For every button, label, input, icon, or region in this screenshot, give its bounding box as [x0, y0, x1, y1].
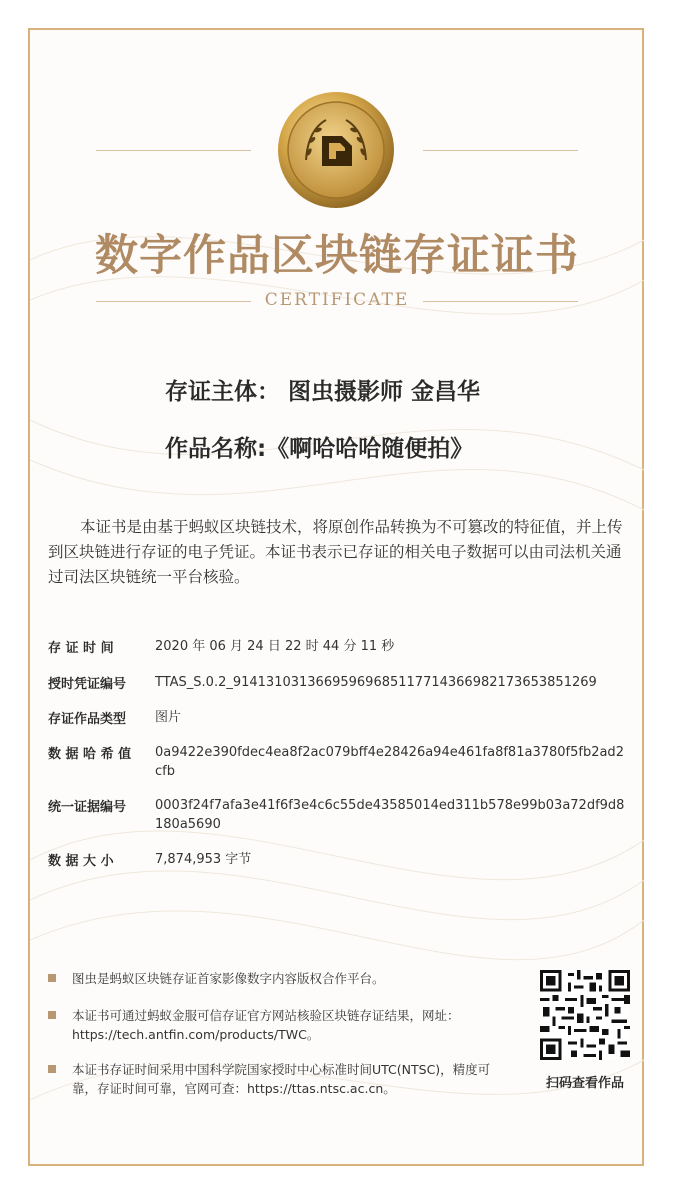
top-rule-right [423, 150, 578, 151]
note-text: 图虫是蚂蚁区块链存证首家影像数字内容版权合作平台。 [72, 971, 385, 986]
square-bullet-icon [48, 1011, 56, 1019]
holder-line [165, 373, 480, 406]
detail-value: 0a9422e390fdec4ea8f2ac079bff4e28426a94e461fa8f81a3780f5fb2ad2cfb [155, 745, 624, 779]
square-bullet-icon [48, 974, 56, 982]
detail-value: 0003f24f7afa3e41f6f3e4c6c55de43585014ed311b578e99b03a72df9d8180a5690 [155, 798, 625, 832]
work-name-value: 《啊哈哈哈随便拍》 [266, 436, 474, 462]
holder-label: 存证主体： [165, 379, 280, 405]
detail-label: 存 证 时 间 [48, 641, 114, 656]
detail-label: 存证作品类型 [48, 712, 127, 727]
detail-label: 数 据 大 小 [48, 854, 114, 869]
detail-value: 图片 [155, 710, 182, 725]
work-name-line [165, 430, 473, 463]
detail-label: 统一证据编号 [48, 800, 127, 815]
note-item [48, 969, 508, 988]
gold-seal-logo-icon [276, 90, 396, 210]
note-item [48, 1060, 508, 1098]
work-name-label: 作品名称: [165, 436, 267, 462]
detail-label: 授时凭证编号 [48, 677, 127, 692]
certificate-description: 本证书是由基于蚂蚁区块链技术，将原创作品转换为不可篡改的特征值，并上传到区块链进行存证的电子凭证。本证书表示已存证的相关电子数据可以由司法机关通过司法区块链统一平台核验。 [48, 518, 623, 586]
note-text: 本证书可通过蚂蚁金服可信存证官方网站核验区块链存证结果，网址：https://tech.antfin.com/products/TWC。 [72, 1008, 460, 1042]
square-bullet-icon [48, 1065, 56, 1073]
certificate-title: 数字作品区块链存证证书 [95, 231, 579, 281]
detail-value: 2020 年 06 月 24 日 22 时 44 分 11 秒 [155, 639, 395, 654]
certificate-subtitle: CERTIFICATE [264, 290, 410, 310]
detail-label: 数 据 哈 希 值 [48, 747, 132, 762]
top-rule-left [96, 150, 251, 151]
qr-code-icon[interactable] [540, 970, 630, 1060]
qr-caption: 扫码查看作品 [545, 1076, 624, 1091]
holder-value: 图虫摄影师 金昌华 [288, 379, 481, 405]
note-item [48, 1006, 508, 1044]
detail-value: TTAS_S.0.2_914131031366959696851177143669821736538512​69 [155, 675, 597, 690]
note-text: 本证书存证时间采用中国科学院国家授时中心标准时间UTC(NTSC)，精度可靠，存证时间可靠，官网可查：https://ttas.ntsc.ac.cn。 [72, 1062, 491, 1096]
detail-value: 7,874,953 字节 [155, 852, 252, 867]
